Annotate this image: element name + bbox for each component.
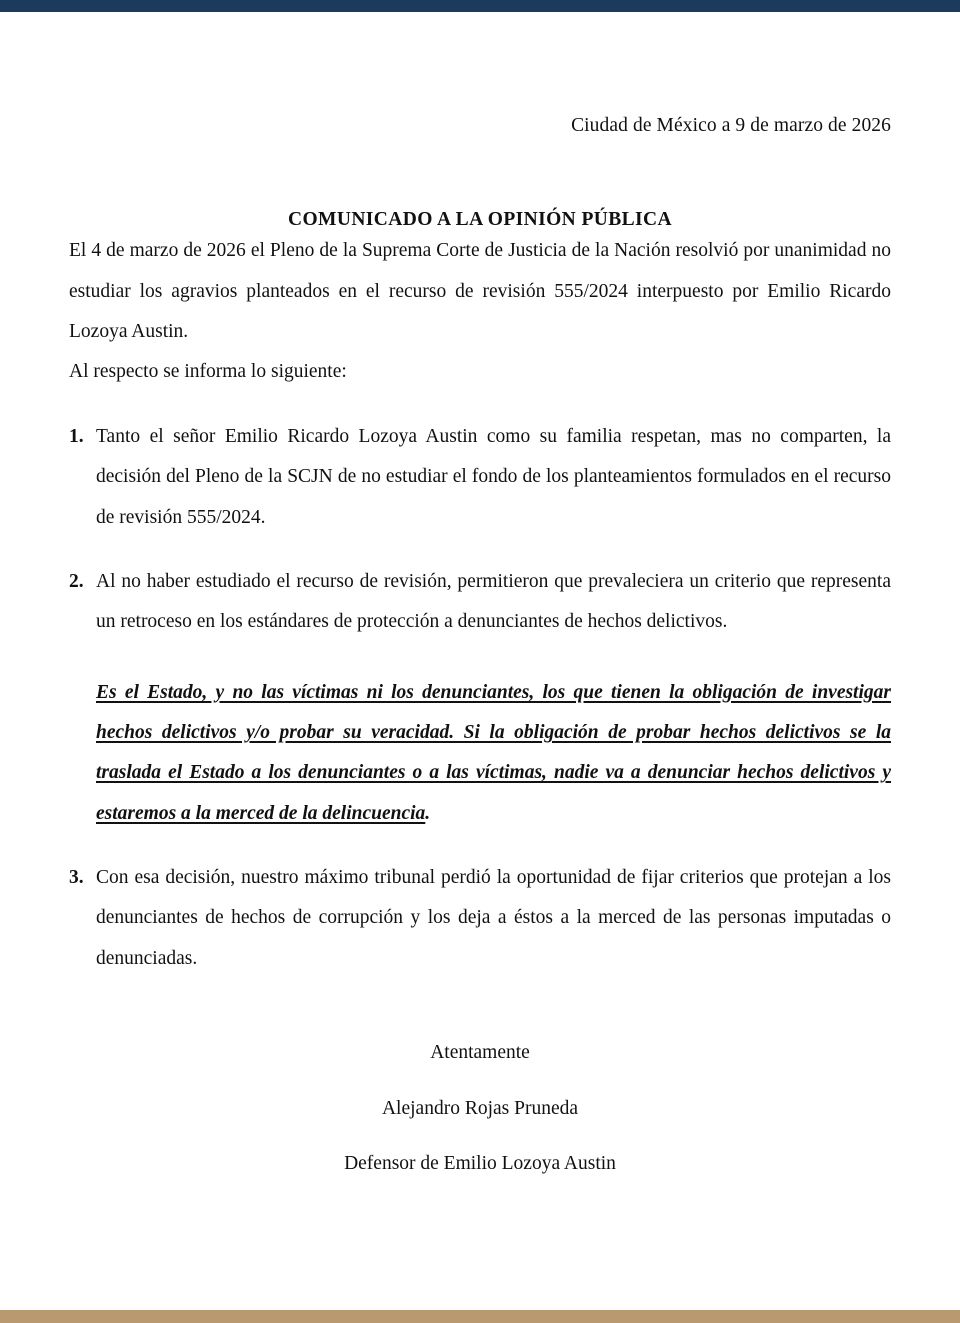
list-item-number: 1. <box>69 425 84 447</box>
list-item-text: Tanto el señor Emilio Ricardo Lozoya Austin como su familia respetan, mas no comparten, la decisión del Pleno de la SCJN de no estudiar el fondo de los planteamientos formulados en el recurso de revisión 555/2024. <box>96 425 891 528</box>
intro-paragraph: El 4 de marzo de 2026 el Pleno de la Suprema Corte de Justicia de la Nación resolvió por unanimidad no estudiar los agravios planteados en el recurso de revisión 555/2024 interpuesto por Emilio Ricardo Lozoya Austin. <box>69 240 891 343</box>
document-content <box>69 0 891 1176</box>
emphasized-statement <box>96 673 891 834</box>
emphasized-underlined-text: Es el Estado, y no las víctimas ni los denunciantes, los que tienen la obligación de investigar hechos delictivos y/o probar su veracidad. Si la obligación de probar hechos delictivos se la traslada el Estado a los denunciantes o a las víctimas, nadie va a denunciar hechos delictivos y estaremos a la merced de la delincuencia <box>96 681 891 824</box>
list-item-text: Con esa decisión, nuestro máximo tribunal perdió la oportunidad de fijar criterios que protejan a los denunciantes de hechos de corrupción y los deja a éstos a la merced de las personas imputadas o denunciadas. <box>96 867 891 969</box>
list-item <box>69 562 891 643</box>
list-item <box>69 417 891 538</box>
list-item-number: 2. <box>69 570 84 592</box>
numbered-list <box>69 417 891 643</box>
emphasized-paragraph <box>96 673 891 834</box>
lead-in-paragraph: Al respecto se informa lo siguiente: <box>69 361 347 383</box>
page-title: COMUNICADO A LA OPINIÓN PÚBLICA <box>287 209 672 231</box>
date-line: Ciudad de México a 9 de marzo de 2026 <box>571 115 891 136</box>
signature-closing: Atentamente <box>430 1042 530 1064</box>
emphasized-trailing-punctuation: . <box>425 802 431 824</box>
list-item-text: Al no haber estudiado el recurso de revisión, permitieron que prevaleciera un criterio que representa un retroceso en los estándares de protección a denunciantes de hechos delictivos. <box>96 570 891 633</box>
signature-role: Defensor de Emilio Lozoya Austin <box>344 1152 616 1174</box>
bottom-accent-bar <box>0 1310 960 1323</box>
list-item-number: 3. <box>69 867 84 889</box>
list-item <box>69 858 891 979</box>
signature-name: Alejandro Rojas Pruneda <box>381 1097 579 1119</box>
signature-block <box>69 1041 891 1176</box>
numbered-list-continued <box>69 858 891 979</box>
